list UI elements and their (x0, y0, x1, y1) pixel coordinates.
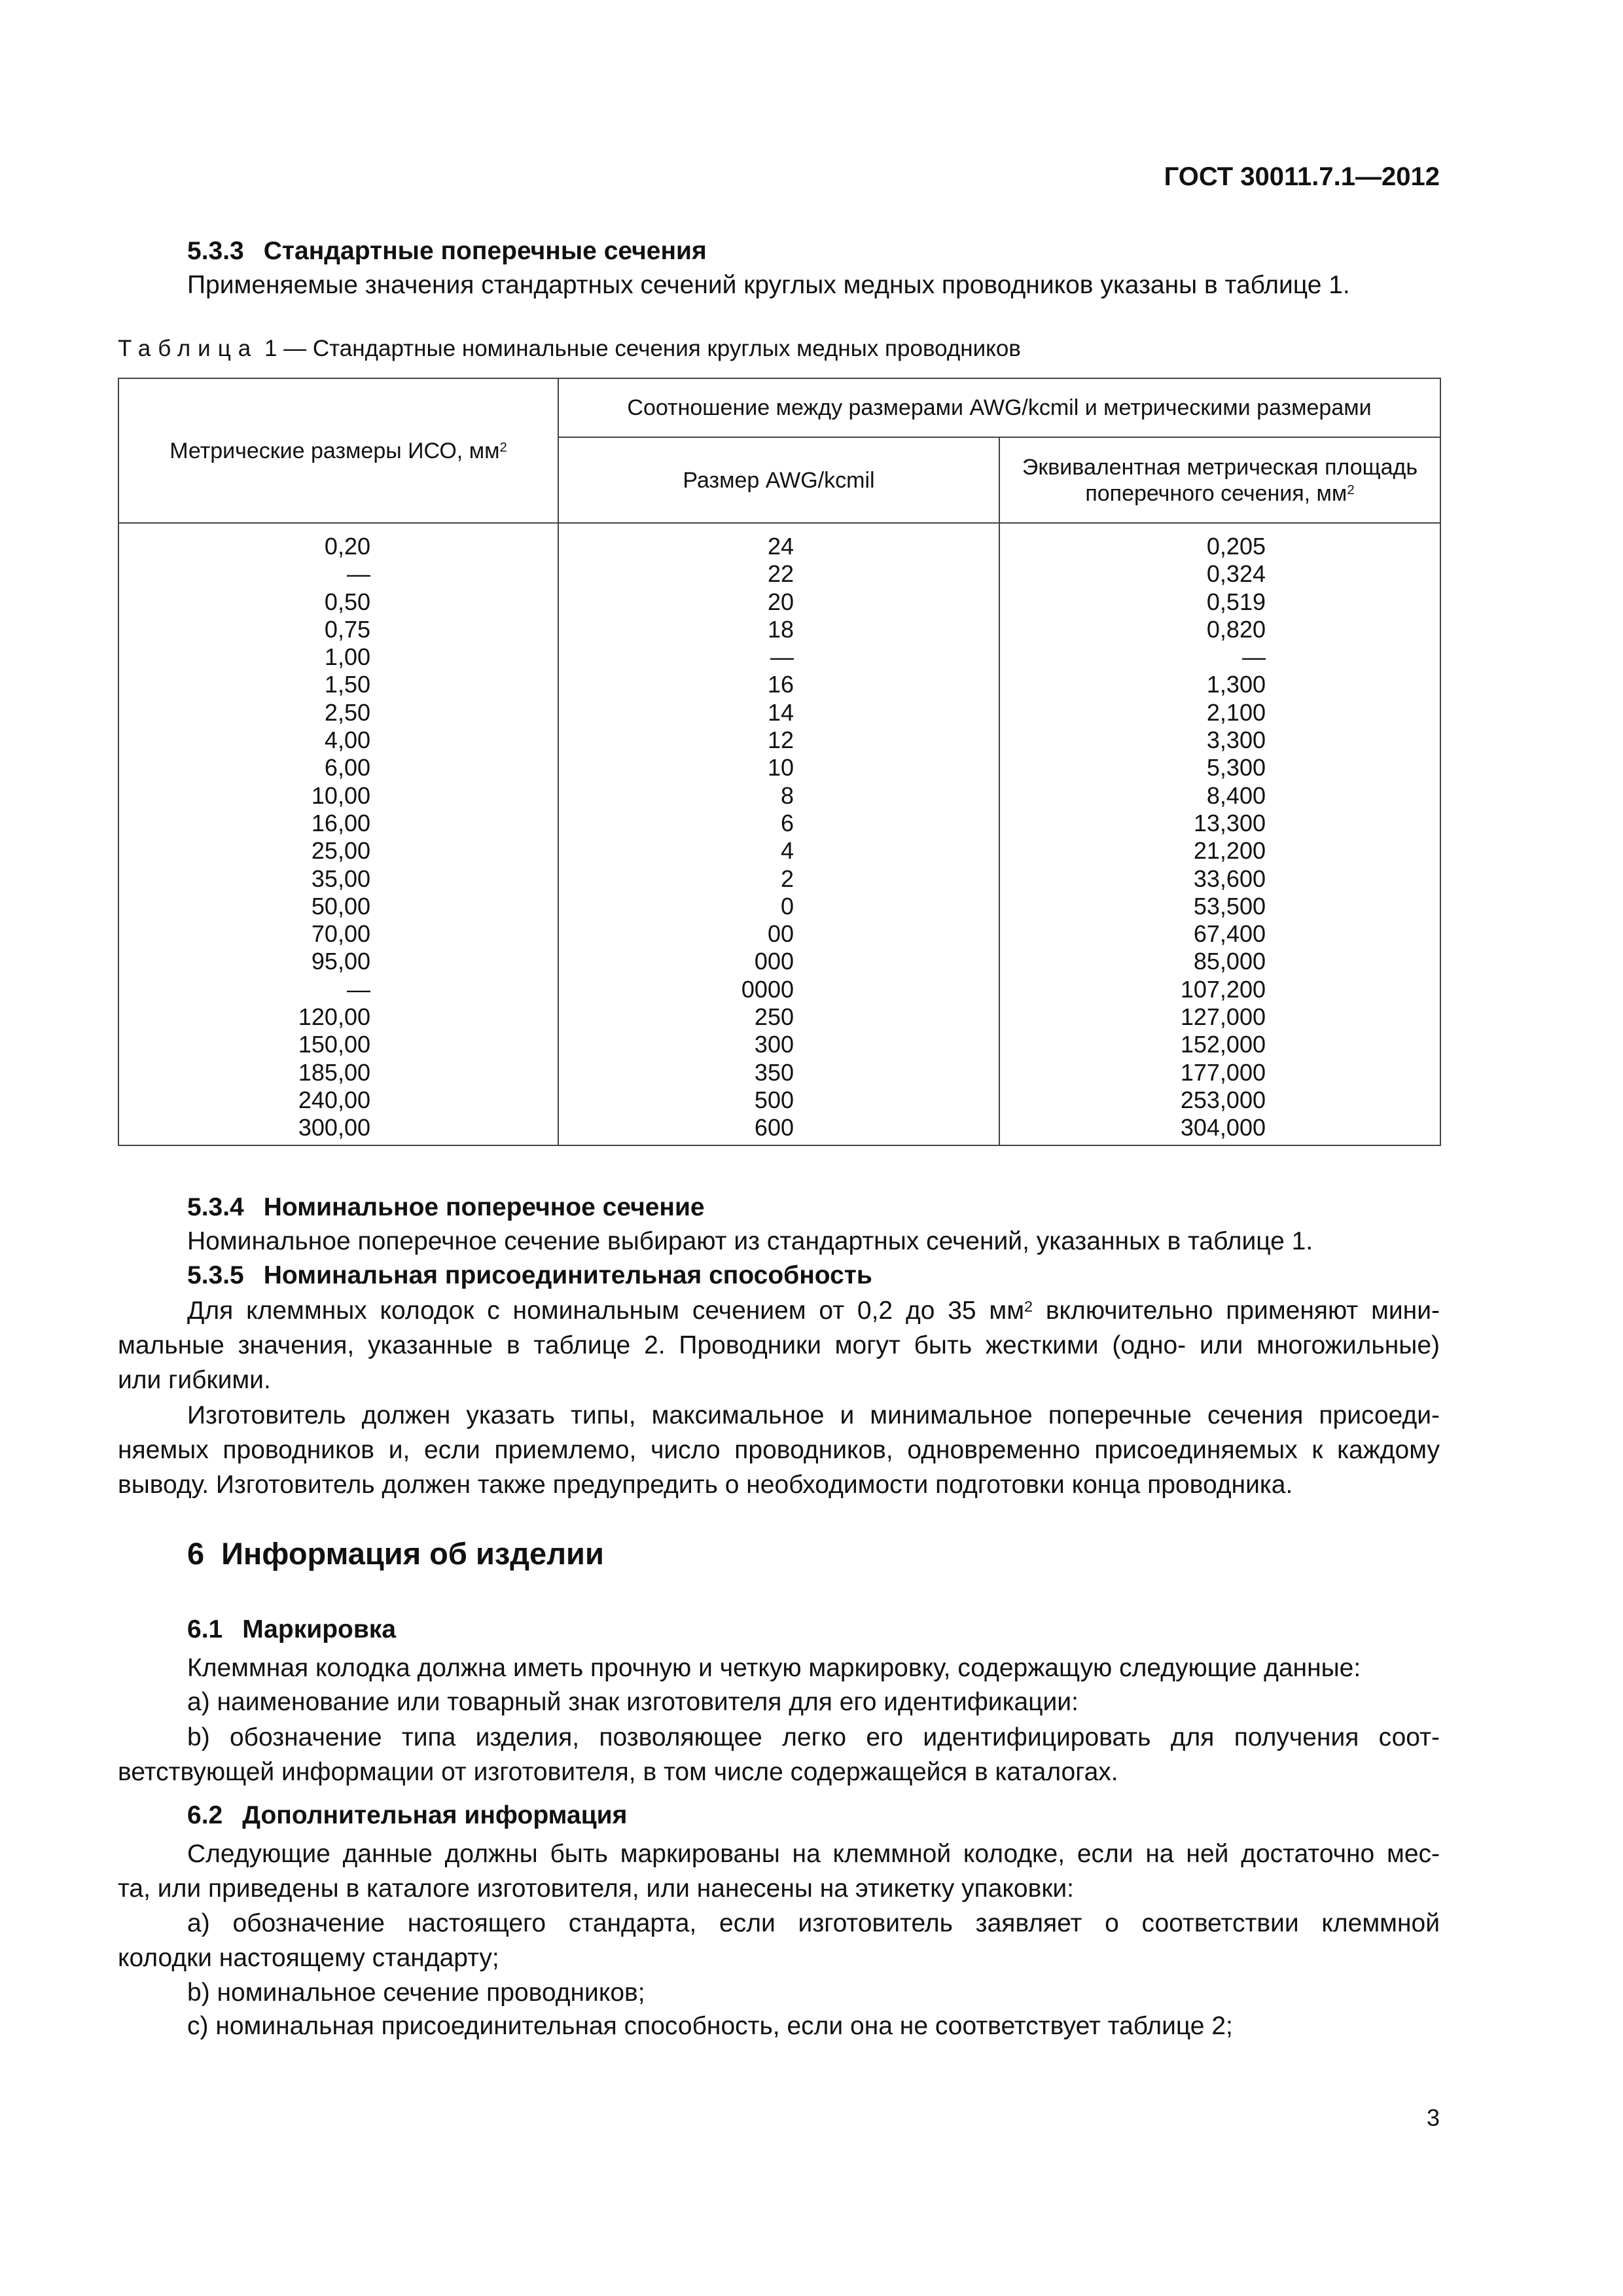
table-header-row (118, 378, 1440, 437)
section-title: Информация об изделии (221, 1536, 604, 1571)
table-value: 120,00 (298, 1003, 370, 1031)
paragraph-6-2-intro (118, 1837, 1440, 1906)
table-value: 2,100 (1206, 698, 1266, 726)
table-value: 10,00 (311, 781, 370, 809)
column-equivalent-area-values (999, 523, 1440, 1145)
header-line (1000, 480, 1440, 507)
column-awg-values (558, 523, 999, 1145)
paragraph-line: Номинальное поперечное сечение выбирают из стандартных сечений, указанных в таблице 1. (187, 1227, 1313, 1255)
paragraph-line: или гибкими. (118, 1366, 271, 1394)
table-value: 85,000 (1193, 948, 1266, 975)
paragraph-5-3-3 (118, 268, 1440, 302)
table-value: 13,300 (1193, 809, 1266, 836)
table-value: 1,300 (1206, 671, 1266, 698)
table-value: 0,820 (1206, 615, 1266, 643)
table-value: 8,400 (1206, 781, 1266, 809)
table-value: 25,00 (311, 837, 370, 865)
section-number: 5.3.5 (187, 1261, 244, 1289)
section-title: Стандартные поперечные сечения (263, 237, 707, 265)
text-segment: поперечного сечения, мм (1085, 480, 1347, 506)
table-value: 0,205 (1206, 533, 1266, 560)
standard-cross-sections-table (118, 378, 1441, 1146)
list-item-c (118, 2009, 1440, 2043)
header-line: Эквивалентная метрическая площадь (1022, 454, 1418, 480)
table-value: 70,00 (311, 920, 370, 948)
section-heading-5-3-4 (187, 1190, 705, 1225)
header-line (119, 438, 558, 464)
list-item-a (118, 1685, 1440, 1719)
text-segment: включительно применяют мини- (1033, 1297, 1440, 1325)
table-value: 0,324 (1206, 560, 1266, 588)
section-number: 5.3.3 (187, 237, 244, 265)
table-value: 240,00 (298, 1086, 370, 1113)
table-value: 107,200 (1180, 975, 1266, 1003)
table-value: 0000 (741, 975, 794, 1003)
paragraph-line: c) номинальная присоединительная способность, если она не соответствует таблице 2; (187, 2012, 1233, 2040)
paragraph-line: та, или приведены в каталоге изготовителя, или нанесены на этикетку упаковки: (118, 1874, 1075, 1903)
table-value: — (770, 643, 794, 671)
table-value: 18 (767, 615, 794, 643)
paragraph-line: Изготовитель должен указать типы, максимальное и минимальное поперечные сечения присоеди- (187, 1401, 1440, 1429)
table-caption (118, 331, 1021, 366)
table-value: 253,000 (1180, 1086, 1266, 1113)
table-value: 14 (767, 698, 794, 726)
section-number: 6.1 (187, 1615, 223, 1643)
paragraph-line: b) обозначение типа изделия, позволяющее легко его идентифицировать для получения соот- (187, 1723, 1440, 1751)
table-body-row (118, 523, 1440, 1145)
table-value: 0,20 (324, 533, 370, 560)
table-value: 4 (780, 837, 794, 865)
table-value: 250 (754, 1003, 794, 1031)
table-value: 3,300 (1206, 726, 1266, 754)
superscript: 2 (1024, 1298, 1033, 1316)
table-value: 35,00 (311, 865, 370, 892)
table-value: 1,50 (324, 671, 370, 698)
standard-designation-header: ГОСТ 30011.7.1—2012 (1164, 162, 1440, 191)
paragraph-line (118, 1293, 1440, 1328)
header-text (119, 438, 558, 464)
table-value: — (347, 975, 370, 1003)
table-value: 2,50 (324, 698, 370, 726)
column-metric-iso-values (118, 523, 558, 1145)
section-heading-6-2 (187, 1798, 627, 1833)
table-value: 00 (767, 920, 794, 948)
section-title: Дополнительная информация (242, 1801, 628, 1829)
table-value: 12 (767, 726, 794, 754)
table-value: 0,519 (1206, 588, 1266, 615)
paragraph-5-3-5-1 (118, 1293, 1440, 1397)
paragraph-line: b) номинальное сечение проводников; (187, 1979, 645, 2007)
superscript: 2 (499, 440, 507, 456)
list-item-b (118, 1975, 1440, 2010)
caption-label: Таблица (118, 336, 259, 361)
section-number: 6.2 (187, 1801, 223, 1829)
table-value: 50,00 (311, 892, 370, 920)
table-value: 300 (754, 1031, 794, 1058)
table-value: 5,300 (1206, 754, 1266, 781)
header-awg-metric-relation: Соотношение между размерами AWG/kcmil и метрическими размерами (558, 378, 1440, 437)
table-value: 21,200 (1193, 837, 1266, 865)
section-heading-5-3-5 (187, 1258, 872, 1293)
header-awg-size: Размер AWG/kcmil (558, 437, 999, 523)
section-heading-6-1 (187, 1612, 396, 1647)
table-value: 16 (767, 671, 794, 698)
paragraph-6-1-intro (118, 1651, 1440, 1685)
paragraph-line: a) обозначение настоящего стандарта, если изготовитель заявляет о соответствии клеммной (187, 1909, 1440, 1937)
table-value: — (347, 560, 370, 588)
table-value: 6,00 (324, 754, 370, 781)
table-value: 24 (767, 533, 794, 560)
table-value: 600 (754, 1114, 794, 1141)
table-value: 0,50 (324, 588, 370, 615)
header-equivalent-area (999, 437, 1440, 523)
table-value: — (1242, 643, 1266, 671)
table-value: 152,000 (1180, 1031, 1266, 1058)
table-value: 8 (780, 781, 794, 809)
section-title: Маркировка (242, 1615, 397, 1643)
table-value: 500 (754, 1086, 794, 1113)
table-value: 185,00 (298, 1058, 370, 1086)
header-metric-iso-size (118, 378, 558, 523)
paragraph-line: мальные значения, указанные в таблице 2. Проводники могут быть жесткими (одно- или многожильные) (118, 1331, 1440, 1359)
table-value: 4,00 (324, 726, 370, 754)
table-value: 10 (767, 754, 794, 781)
table-value: 304,000 (1180, 1114, 1266, 1141)
page-number: 3 (1426, 2104, 1440, 2131)
table-value: 0,75 (324, 615, 370, 643)
paragraph-line: Клеммная колодка должна иметь прочную и четкую маркировку, содержащую следующие данные: (187, 1654, 1361, 1682)
list-item-a (118, 1906, 1440, 1975)
table-value: 127,000 (1180, 1003, 1266, 1031)
caption-number: 1 (264, 336, 277, 361)
paragraph-5-3-4 (118, 1224, 1440, 1259)
list-item-b (118, 1720, 1440, 1789)
table-value: 16,00 (311, 809, 370, 836)
paragraph-line: Следующие данные должны быть маркированы на клеммной колодке, если на ней достаточно мес- (187, 1840, 1440, 1868)
paragraph-line: выводу. Изготовитель должен также предупредить о необходимости подготовки конца проводника. (118, 1471, 1293, 1499)
table-value: 95,00 (311, 948, 370, 975)
paragraph-line: колодки настоящему стандарту; (118, 1944, 499, 1972)
section-heading-5-3-3 (187, 234, 707, 268)
table-value: 350 (754, 1058, 794, 1086)
caption-text: — Стандартные номинальные сечения круглых медных проводников (283, 336, 1021, 361)
paragraph-line: няемых проводников и, если приемлемо, число проводников, одновременно присоединяемых к каждому (118, 1436, 1440, 1464)
table-value: 1,00 (324, 643, 370, 671)
table-value: 67,400 (1193, 920, 1266, 948)
section-title: Номинальная присоединительная способность (263, 1261, 872, 1289)
section-title: Номинальное поперечное сечение (263, 1193, 705, 1221)
table-value: 53,500 (1193, 892, 1266, 920)
table-value: 150,00 (298, 1031, 370, 1058)
section-heading-6 (187, 1534, 604, 1573)
table-value: 2 (780, 865, 794, 892)
section-number: 5.3.4 (187, 1193, 244, 1221)
paragraph-line: ветствующей информации от изготовителя, в том числе содержащейся в каталогах. (118, 1758, 1118, 1786)
text-segment: Для клеммных колодок с номинальным сечением от 0,2 до 35 мм (187, 1297, 1025, 1325)
table-value: 22 (767, 560, 794, 588)
table-value: 177,000 (1180, 1058, 1266, 1086)
paragraph-line: Применяемые значения стандартных сечений круглых медных проводников указаны в таблице 1. (187, 271, 1350, 299)
table-value: 0 (780, 892, 794, 920)
header-text (1000, 454, 1440, 507)
paragraph-line: a) наименование или товарный знак изготовителя для его идентификации: (187, 1688, 1079, 1716)
section-number: 6 (187, 1536, 205, 1571)
table-value: 300,00 (298, 1114, 370, 1141)
table-value: 20 (767, 588, 794, 615)
table-value: 6 (780, 809, 794, 836)
paragraph-5-3-5-2 (118, 1398, 1440, 1502)
superscript: 2 (1347, 483, 1355, 498)
table-value: 000 (754, 948, 794, 975)
text-segment: Метрические размеры ИСО, мм (169, 438, 500, 463)
table-value: 33,600 (1193, 865, 1266, 892)
